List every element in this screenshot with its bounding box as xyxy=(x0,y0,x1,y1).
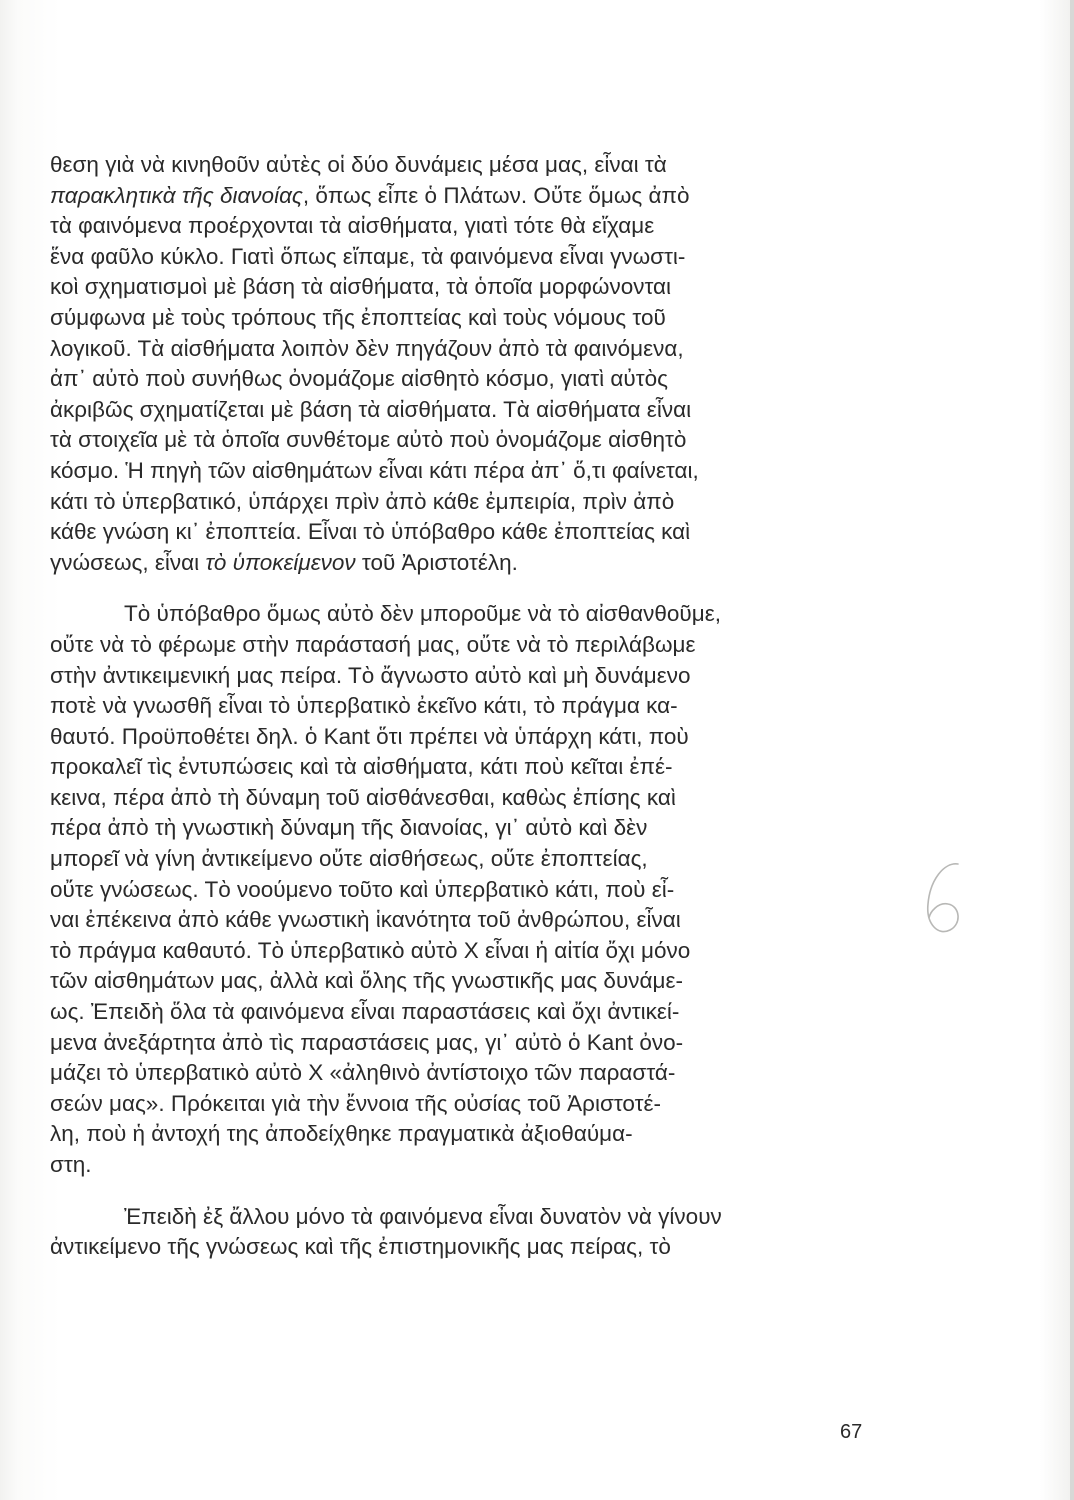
text-line: θαυτό. Προϋποθέτει δηλ. ὁ Kant ὅτι πρέπει νὰ ὑπάρχη κάτι, ποὺ xyxy=(50,723,689,749)
text-line: προκαλεῖ τὶς ἐντυπώσεις καὶ τὰ αἰσθήματα, κάτι ποὺ κεῖται ἐπέ- xyxy=(50,754,673,780)
italic-phrase-ypokeimenon: τὸ ὑποκείμενον xyxy=(205,549,356,575)
text-line: τὰ φαινόμενα προέρχονται τὰ αἰσθήματα, γιατὶ τότε θὰ εἴχαμε xyxy=(50,213,655,239)
text-line-first: Ἐπειδὴ ἐξ ἄλλου μόνο τὰ φαινόμενα εἶναι δυνατὸν νὰ γίνουν xyxy=(124,1203,722,1229)
text-line: στη. xyxy=(50,1152,92,1177)
text-line: ἀπ᾽ αὐτὸ ποὺ συνήθως ὀνομάζομε αἰσθητὸ κόσμο, γιατὶ αὐτὸς xyxy=(50,366,668,392)
handwritten-six-mark xyxy=(920,858,970,938)
text-line xyxy=(50,548,870,579)
paragraph-3 xyxy=(50,1202,870,1263)
paragraph-gap xyxy=(50,578,870,599)
text-line: κάθε γνώση κι᾽ ἐποπτεία. Εἶναι τὸ ὑπόβαθρο κάθε ἐποπτείας καὶ xyxy=(50,519,691,545)
text-line: τὰ στοιχεῖα μὲ τὰ ὁποῖα συνθέτομε αὐτὸ ποὺ ὀνομάζομε αἰσθητὸ xyxy=(50,427,687,453)
text-line-first: Τὸ ὑπόβαθρο ὅμως αὐτὸ δὲν μποροῦμε νὰ τὸ αἰσθανθοῦμε, xyxy=(124,601,721,627)
text-line: θεση γιὰ νὰ κινηθοῦν αὐτὲς οἱ δύο δυνάμεις μέσα μας, εἶναι τὰ xyxy=(50,152,667,177)
paragraph-1 xyxy=(50,150,870,578)
page-edge-shadow xyxy=(1070,0,1074,1500)
text-line: ἀντικείμενο τῆς γνώσεως καὶ τῆς ἐπιστημονικῆς μας πείρας, τὸ xyxy=(50,1234,671,1260)
text-line: τὸ πράγμα καθαυτό. Τὸ ὑπερβατικὸ αὐτὸ Χ εἶναι ἡ αἰτία ὄχι μόνο xyxy=(50,937,691,963)
text-line-rest: τοῦ Ἀριστοτέλη. xyxy=(355,549,518,575)
paragraph-gap xyxy=(50,1181,870,1202)
text-line: ἀκριβῶς σχηματίζεται μὲ βάση τὰ αἰσθήματα. Τὰ αἰσθήματα εἶναι xyxy=(50,396,692,422)
text-line: λη, ποὺ ἡ ἀντοχή της ἀποδείχθηκε πραγματικὰ ἀξιοθαύμα- xyxy=(50,1121,633,1147)
text-line: μάζει τὸ ὑπερβατικὸ αὐτὸ Χ «ἀληθινὸ ἀντίστοιχο τῶν παραστά- xyxy=(50,1060,676,1086)
text-line: τῶν αἰσθημάτων μας, ἀλλὰ καὶ ὅλης τῆς γνωστικῆς μας δυνάμε- xyxy=(50,968,684,994)
text-line: σεών μας». Πρόκειται γιὰ τὴν ἔννοια τῆς οὐσίας τοῦ Ἀριστοτέ- xyxy=(50,1090,662,1116)
text-line: μπορεῖ νὰ γίνη ἀντικείμενο οὔτε αἰσθήσεως, οὔτε ἐποπτείας, xyxy=(50,846,648,872)
page-body-text xyxy=(50,150,870,1263)
text-line xyxy=(50,181,870,212)
text-line: ποτὲ νὰ γνωσθῆ εἶναι τὸ ὑπερβατικὸ ἐκεῖνο κάτι, τὸ πράγμα κα- xyxy=(50,693,678,719)
page-number: 67 xyxy=(840,1421,863,1443)
text-line-rest: , ὅπως εἶπε ὁ Πλάτων. Οὔτε ὅμως ἀπὸ xyxy=(302,182,690,208)
paragraph-2 xyxy=(50,599,870,1180)
text-line: κάτι τὸ ὑπερβατικό, ὑπάρχει πρὶν ἀπὸ κάθε ἐμπειρία, πρὶν ἀπὸ xyxy=(50,488,675,514)
text-line: σύμφωνα μὲ τοὺς τρόπους τῆς ἐποπτείας καὶ τοὺς νόμους τοῦ xyxy=(50,304,666,330)
text-line-start: γνώσεως, εἶναι xyxy=(50,549,206,575)
text-line: ως. Ἐπειδὴ ὅλα τὰ φαινόμενα εἶναι παραστάσεις καὶ ὄχι ἀντικεί- xyxy=(50,999,680,1025)
text-line: λογικοῦ. Τὰ αἰσθήματα λοιπὸν δὲν πηγάζουν ἀπὸ τὰ φαινόμενα, xyxy=(50,335,684,361)
text-line: ἕνα φαῦλο κύκλο. Γιατὶ ὅπως εἴπαμε, τὰ φαινόμενα εἶναι γνωστι- xyxy=(50,243,686,269)
text-line: μενα ἀνεξάρτητα ἀπὸ τὶς παραστάσεις μας, γι᾽ αὐτὸ ὁ Kant ὀνο- xyxy=(50,1029,684,1055)
text-line: κεινα, πέρα ἀπὸ τὴ δύναμη τοῦ αἰσθάνεσθαι, καθὼς ἐπίσης καὶ xyxy=(50,784,676,810)
text-line: οὔτε γνώσεως. Τὸ νοούμενο τοῦτο καὶ ὑπερβατικὸ κάτι, ποὺ εἶ- xyxy=(50,876,675,902)
text-line: πέρα ἀπὸ τὴ γνωστικὴ δύναμη τῆς διανοίας, γι᾽ αὐτὸ καὶ δὲν xyxy=(50,815,648,841)
text-line: οὔτε νὰ τὸ φέρωμε στὴν παράστασή μας, οὔτε νὰ τὸ περιλάβωμε xyxy=(50,631,696,657)
text-line: κόσμο. Ἡ πηγὴ τῶν αἰσθημάτων εἶναι κάτι πέρα ἀπ᾽ ὅ,τι φαίνεται, xyxy=(50,457,699,483)
text-line: κοὶ σχηματισμοὶ μὲ βάση τὰ αἰσθήματα, τὰ ὁποῖα μορφώνονται xyxy=(50,274,672,300)
italic-phrase-paraklitika: παρακλητικὰ τῆς διανοίας xyxy=(50,182,303,208)
text-line: στὴν ἀντικειμενική μας πείρα. Τὸ ἄγνωστο αὐτὸ καὶ μὴ δυνάμενο xyxy=(50,662,691,688)
text-line: ναι ἐπέκεινα ἀπὸ κάθε γνωστικὴ ἱκανότητα τοῦ ἀνθρώπου, εἶναι xyxy=(50,907,681,933)
